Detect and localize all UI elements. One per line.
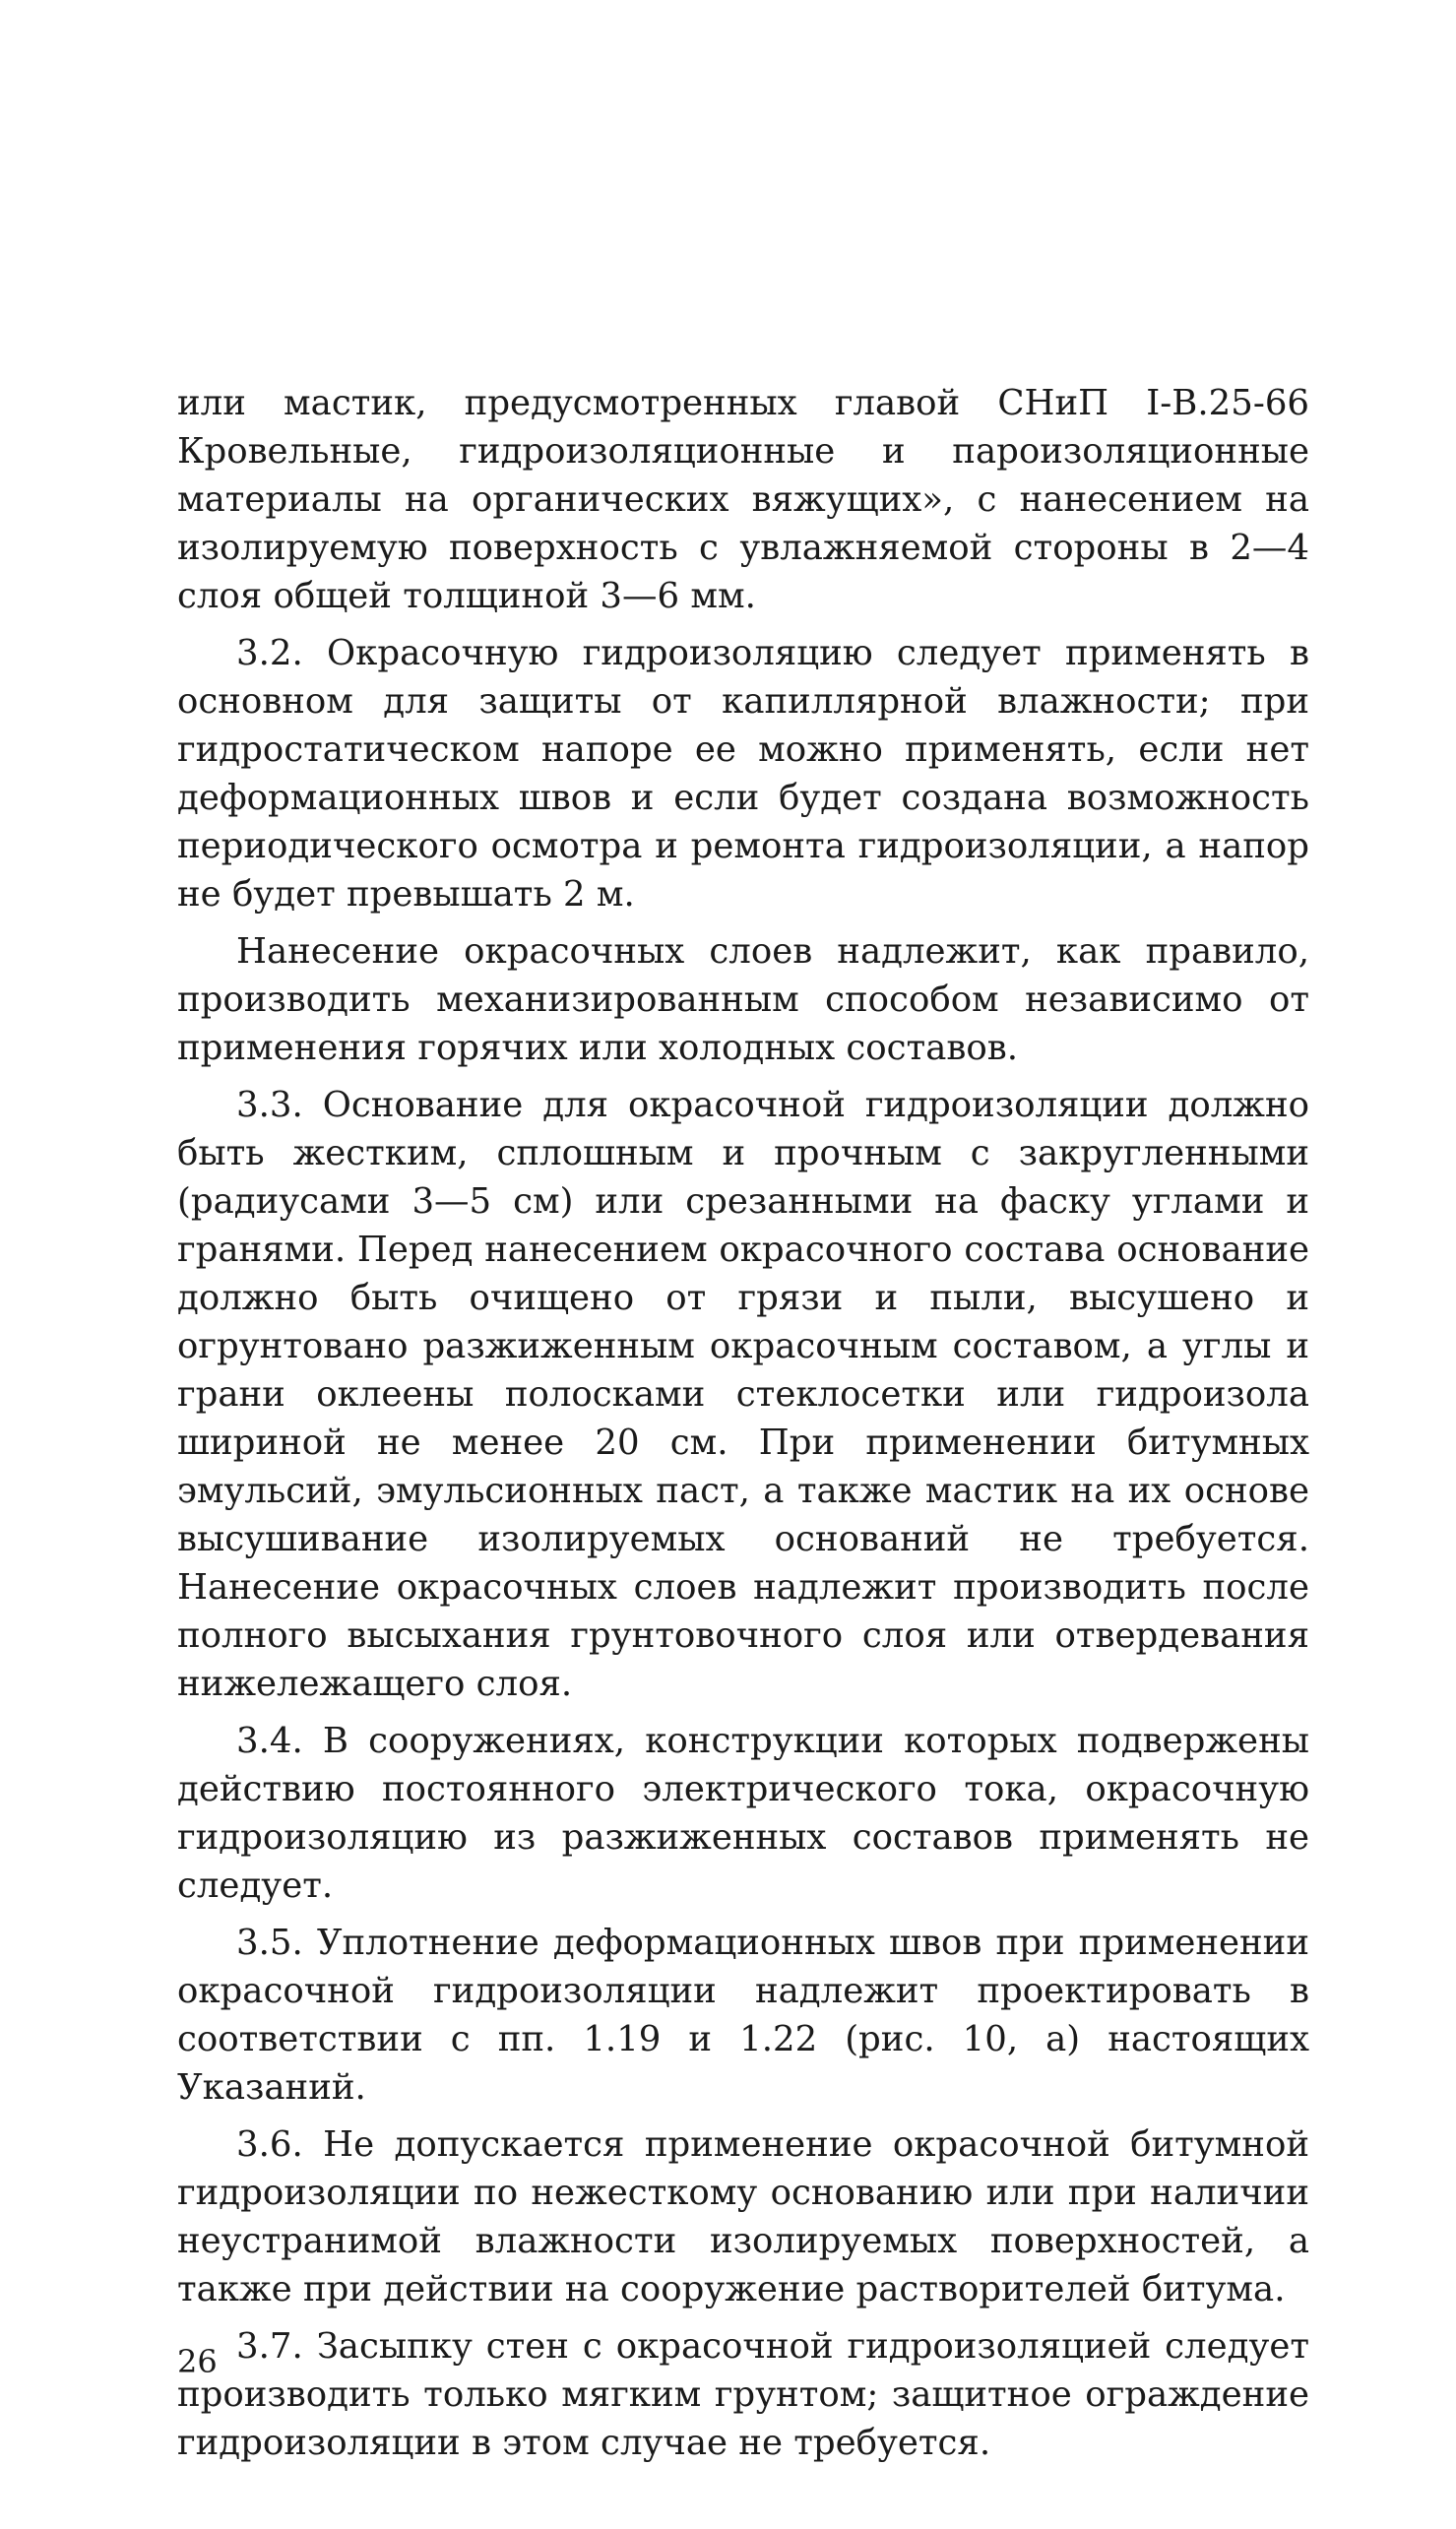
clause-number: 3.7. [236,2326,303,2367]
paragraph-text: или мастик, предусмотренных главой СНиП I-В.25-66 Кровельные, гидроизоляционные и пароизоляционные материалы на органических вяжущих», с нанесением на изолируемую поверхность с увлажняемой стороны в 2—4 слоя общей толщиной 3—6 мм. [177,383,1309,616]
page-number: 26 [177,2343,218,2380]
paragraph-3-2-cont [177,927,1309,1072]
paragraph-3-3 [177,1081,1309,1708]
paragraph-3-5 [177,1919,1309,2112]
clause-number: 3.4. [236,1721,303,1761]
paragraph-3-4 [177,1717,1309,1910]
paragraph-text: В сооружениях, конструкции которых подвержены действию постоянного электрического тока, окрасочную гидроизоляцию из разжиженных составов применять не следует. [177,1721,1309,1906]
paragraph-continuation [177,379,1309,620]
paragraph-3-2 [177,629,1309,918]
clause-number: 3.6. [236,2124,303,2165]
paragraph-text: Не допускается применение окрасочной битумной гидроизоляции по нежесткому основанию или при наличии неустранимой влажности изолируемых поверхностей, а также при действии на сооружение растворителей битума. [177,2124,1309,2309]
paragraph-3-6 [177,2120,1309,2313]
paragraph-text: Уплотнение деформационных швов при применении окрасочной гидроизоляции надлежит проектировать в соответствии с пп. 1.19 и 1.22 (рис. 10, а) настоящих Указаний. [177,1923,1309,2108]
clause-number: 3.3. [236,1085,303,1125]
document-body [177,379,1309,2476]
paragraph-text: Окрасочную гидроизоляцию следует применять в основном для защиты от капиллярной влажности; при гидростатическом напоре ее можно применять, если нет деформационных швов и если будет создана возможность периодического осмотра и ремонта гидроизоляции, а напор не будет превышать 2 м. [177,633,1310,915]
paragraph-text: Засыпку стен с окрасочной гидроизоляцией следует производить только мягким грунтом; защитное ограждение гидроизоляции в этом случае не требуется. [177,2326,1309,2463]
paragraph-3-7 [177,2322,1309,2467]
paragraph-text: Основание для окрасочной гидроизоляции должно быть жестким, сплошным и прочным с закругленными (радиусами 3—5 см) или срезанными на фаску углами и гранями. Перед нанесением окрасочного состава основание должно быть очищено от грязи и пыли, высушено и огрунтовано разжиженным окрасочным составом, а углы и грани оклеены полосками стеклосетки или гидроизола шириной не менее 20 см. При применении битумных эмульсий, эмульсионных паст, а также мастик на их основе высушивание изолируемых оснований не требуется. Нанесение окрасочных слоев надлежит производить после полного высыхания грунтовочного слоя или отвердевания нижележащего слоя. [177,1085,1309,1704]
paragraph-text: Нанесение окрасочных слоев надлежит, как правило, производить механизированным способом независимо от применения горячих или холодных составов. [177,931,1309,1068]
clause-number: 3.2. [236,633,303,673]
clause-number: 3.5. [236,1923,303,1963]
